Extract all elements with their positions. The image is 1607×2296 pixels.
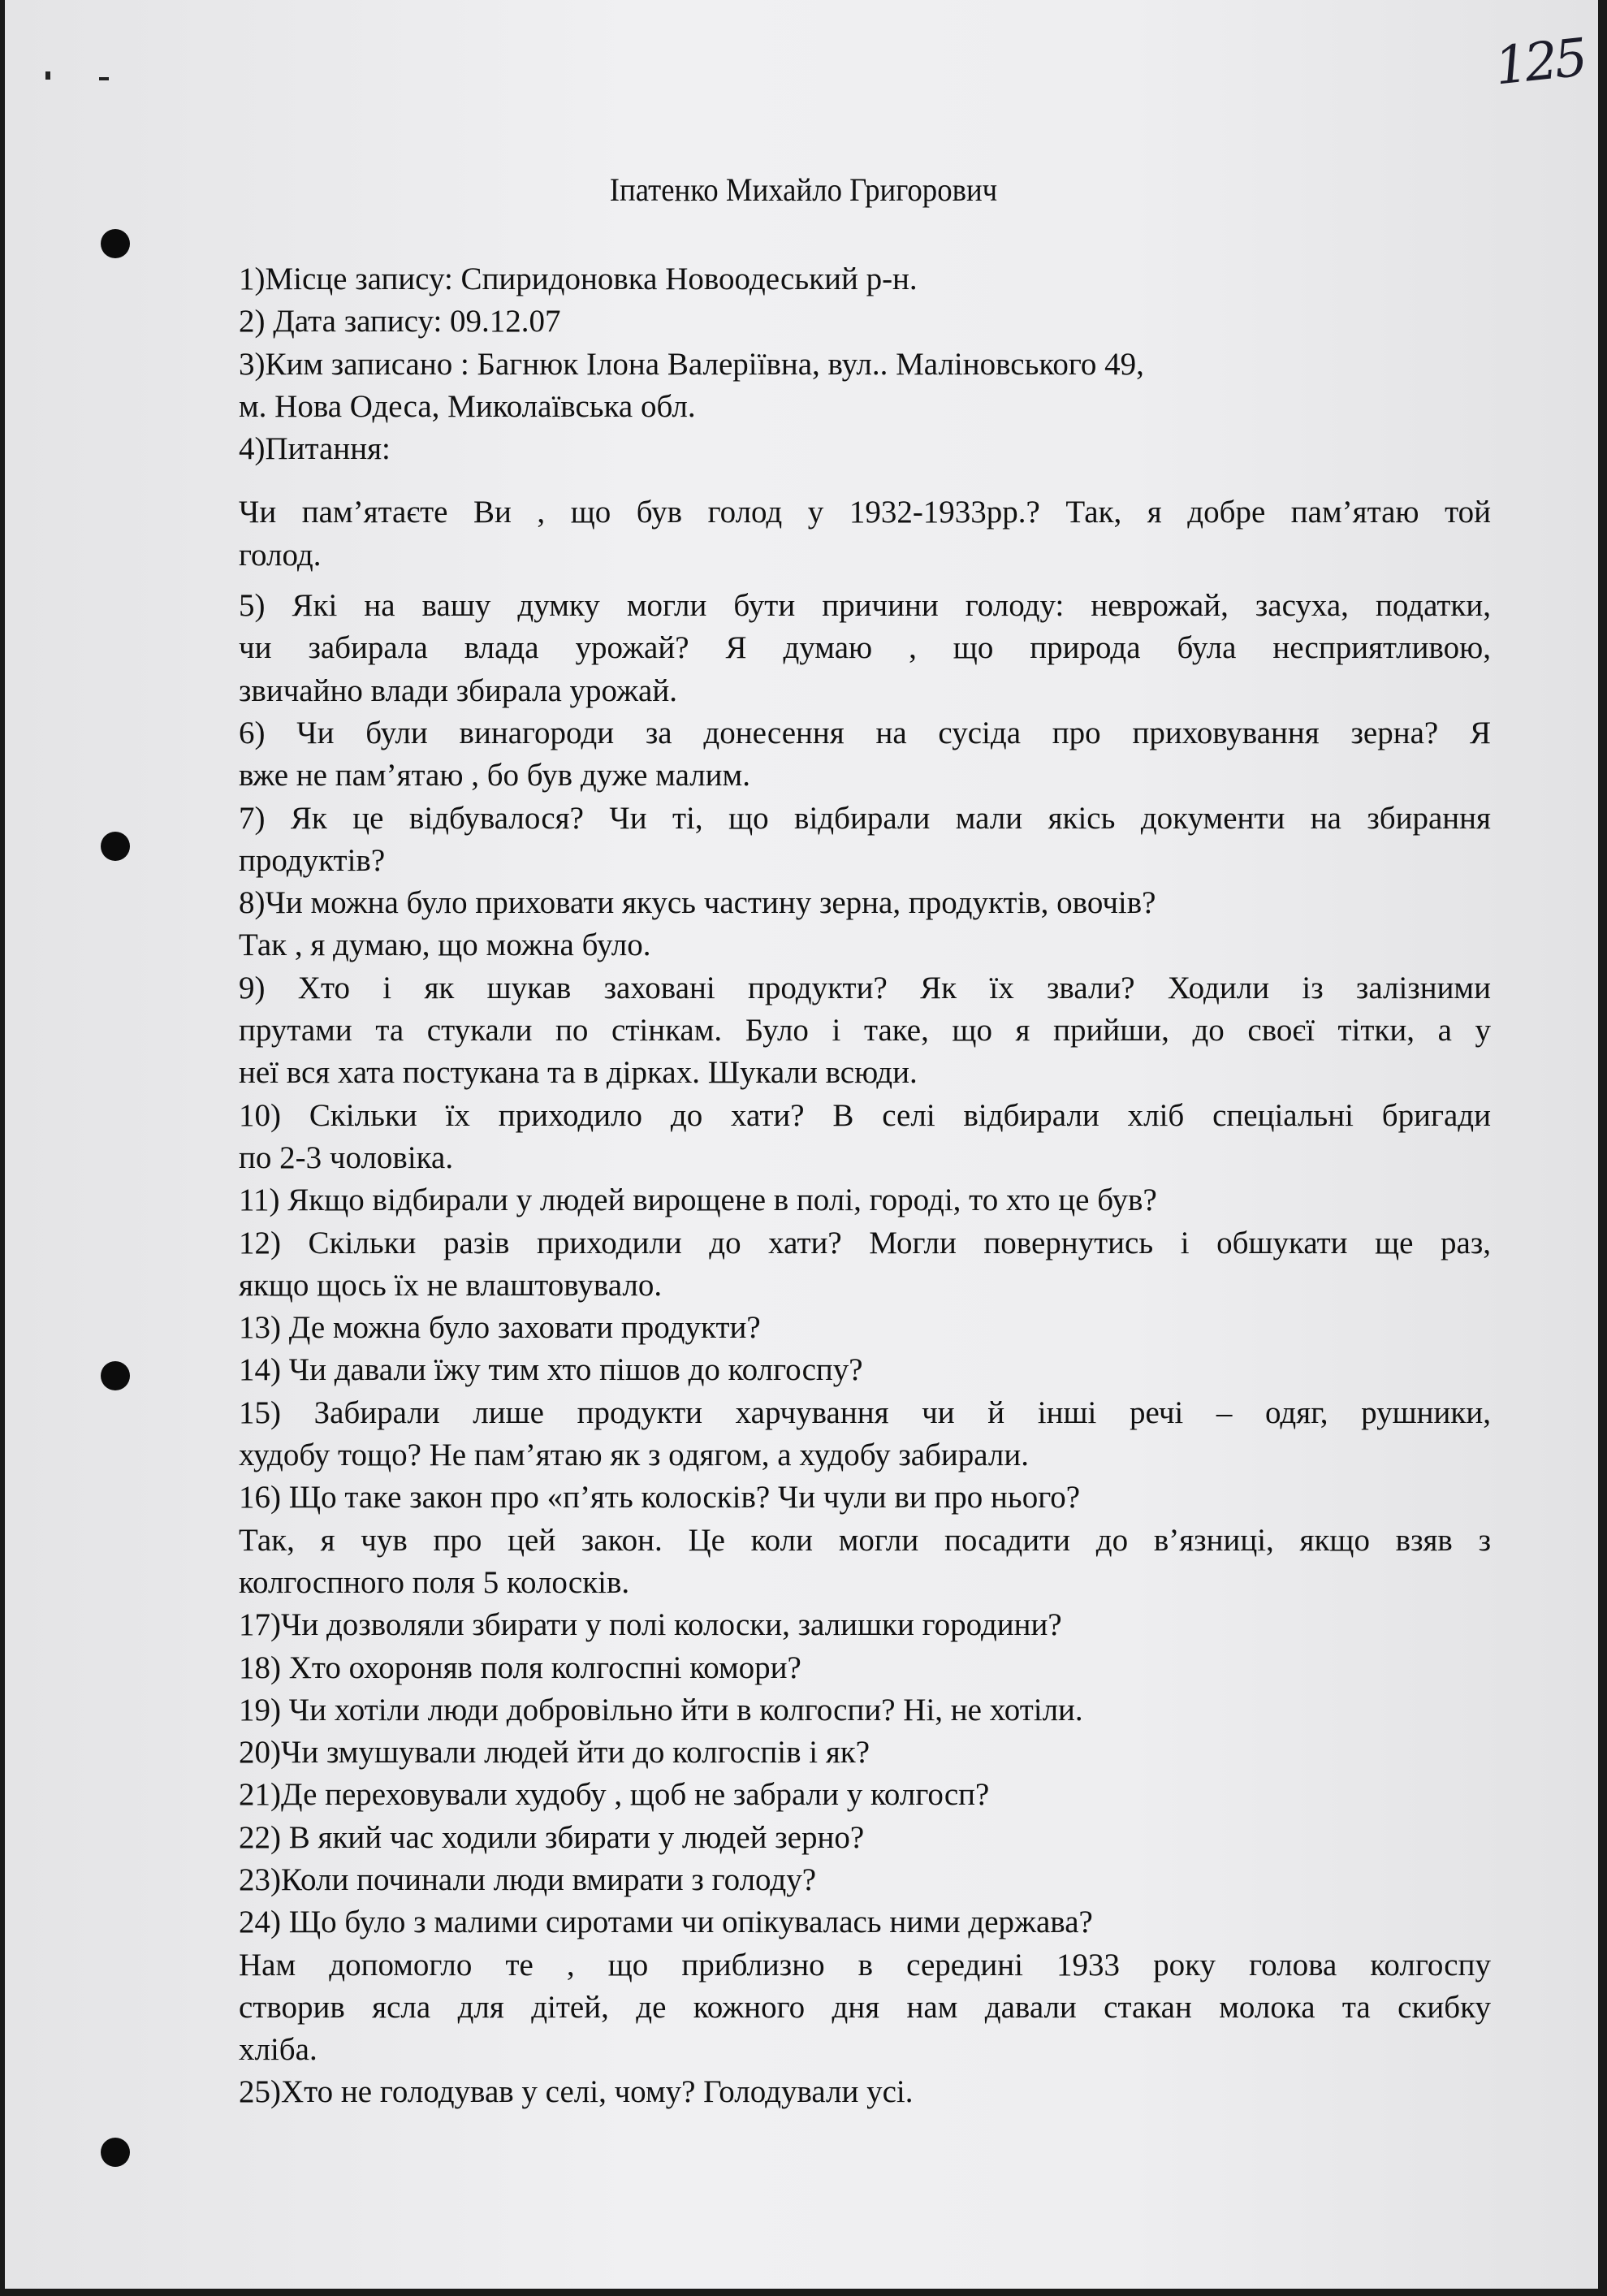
text-line: прутами та стукали по стінкам. Було і таке, що я прийши, до своєї тітки, а у xyxy=(239,1013,1491,1049)
text-line: 16) Що таке закон про «п’ять колосків? Чи чули ви про нього? xyxy=(239,1480,1081,1516)
text-line: 24) Що було з малими сиротами чи опікувалась ними держава? xyxy=(239,1905,1093,1940)
text-line: 2) Дата запису: 09.12.07 xyxy=(239,304,561,339)
text-line: худобу тощо? Не пам’ятаю як з одягом, а худобу забирали. xyxy=(239,1438,1030,1473)
text-line: вже не пам’ятаю , бо був дуже малим. xyxy=(239,758,750,793)
text-line: по 2-3 чоловіка. xyxy=(239,1139,454,1175)
text-line: 5) Які на вашу думку могли бути причини голоду: неврожай, засуха, податки, xyxy=(239,588,1491,624)
text-line: 7) Як це відбувалося? Чи ті, що відбирали мали якісь документи на збирання xyxy=(239,800,1491,836)
text-line: 6) Чи були винагороди за донесення на сусіда про приховування зерна? Я xyxy=(239,715,1491,750)
document-title: Іпатенко Михайло Григорович xyxy=(609,171,998,208)
text-line: звичайно влади збирала урожай. xyxy=(239,672,677,708)
text-line: 4)Питання: xyxy=(239,431,391,467)
text-line: 23)Коли починали люди вмирати з голоду? xyxy=(239,1861,817,1897)
text-line: 14) Чи давали їжу тим хто пішов до колгоспу? xyxy=(239,1352,863,1388)
text-line: 15) Забирали лише продукти харчування чи й інші речі – одяг, рушники, xyxy=(239,1394,1491,1430)
text-line: 8)Чи можна було приховати якусь частину зерна, продуктів, овочів? xyxy=(239,885,1156,921)
text-line: 13) Де можна було заховати продукти? xyxy=(239,1310,761,1346)
corner-mark xyxy=(45,71,50,80)
text-line: неї вся хата постукана та в дірках. Шукали всюди. xyxy=(239,1055,918,1091)
text-line: 19) Чи хотіли люди добровільно йти в колгоспи? Ні, не хотіли. xyxy=(239,1692,1083,1727)
text-line: 25)Хто не голодував у селі, чому? Голодували усі. xyxy=(239,2074,914,2110)
text-line: 21)Де переховували худобу , щоб не забрали у колгосп? xyxy=(239,1777,990,1813)
text-line: створив ясла для дітей, де кожного дня нам давали стакан молока та скибку xyxy=(239,1989,1491,2025)
text-line: продуктів? xyxy=(239,842,386,878)
text-line: Нам допомогло те , що приблизно в середині 1933 року голова колгоспу xyxy=(239,1947,1491,1983)
interview-text xyxy=(239,258,1491,2114)
text-line: чи забирала влада урожай? Я думаю , що природа була несприятливою, xyxy=(239,630,1491,666)
corner-mark xyxy=(99,77,109,80)
punch-hole xyxy=(101,229,130,258)
text-line: голод. xyxy=(239,537,322,573)
text-line: Так , я думаю, що можна було. xyxy=(239,927,651,963)
handwritten-page-number: 125 xyxy=(1492,28,1588,97)
text-line: 17)Чи дозволяли збирати у полі колоски, залишки городини? xyxy=(239,1607,1062,1643)
text-line: хліба. xyxy=(239,2032,318,2068)
text-line: якщо щось їх не влаштовувало. xyxy=(239,1267,663,1303)
text-line: 3)Ким записано : Багнюк Ілона Валеріївна, вул.. Маліновського 49, xyxy=(239,346,1144,382)
text-line: колгоспного поля 5 колосків. xyxy=(239,1564,630,1600)
text-line: м. Нова Одеса, Миколаївська обл. xyxy=(239,388,696,424)
text-line: 20)Чи змушували людей йти до колгоспів і як? xyxy=(239,1735,870,1771)
text-line: Чи пам’ятаєте Ви , що був голод у 1932-1933рр.? Так, я добре пам’ятаю той xyxy=(239,495,1491,530)
punch-hole xyxy=(101,1361,130,1390)
text-line: Так, я чув про цей закон. Це коли могли посадити до в’язниці, якщо взяв з xyxy=(239,1522,1491,1558)
text-line: 9) Хто і як шукав заховані продукти? Як їх звали? Ходили із залізними xyxy=(239,970,1491,1005)
text-line: 10) Скільки їх приходило до хати? В селі відбирали хліб спеціальні бригади xyxy=(239,1097,1491,1133)
text-line: 1)Місце запису: Спиридоновка Новоодеський р-н. xyxy=(239,262,918,296)
text-line: 12) Скільки разів приходили до хати? Могли повернутись і обшукати ще раз, xyxy=(239,1225,1491,1260)
punch-hole xyxy=(101,832,130,861)
text-line: 11) Якщо відбирали у людей вирощене в полі, городі, то хто це був? xyxy=(239,1183,1157,1218)
text-line: 22) В який час ходили збирати у людей зерно? xyxy=(239,1819,865,1855)
text-line: 18) Хто охороняв поля колгоспні комори? xyxy=(239,1650,801,1685)
punch-hole xyxy=(101,2138,130,2167)
